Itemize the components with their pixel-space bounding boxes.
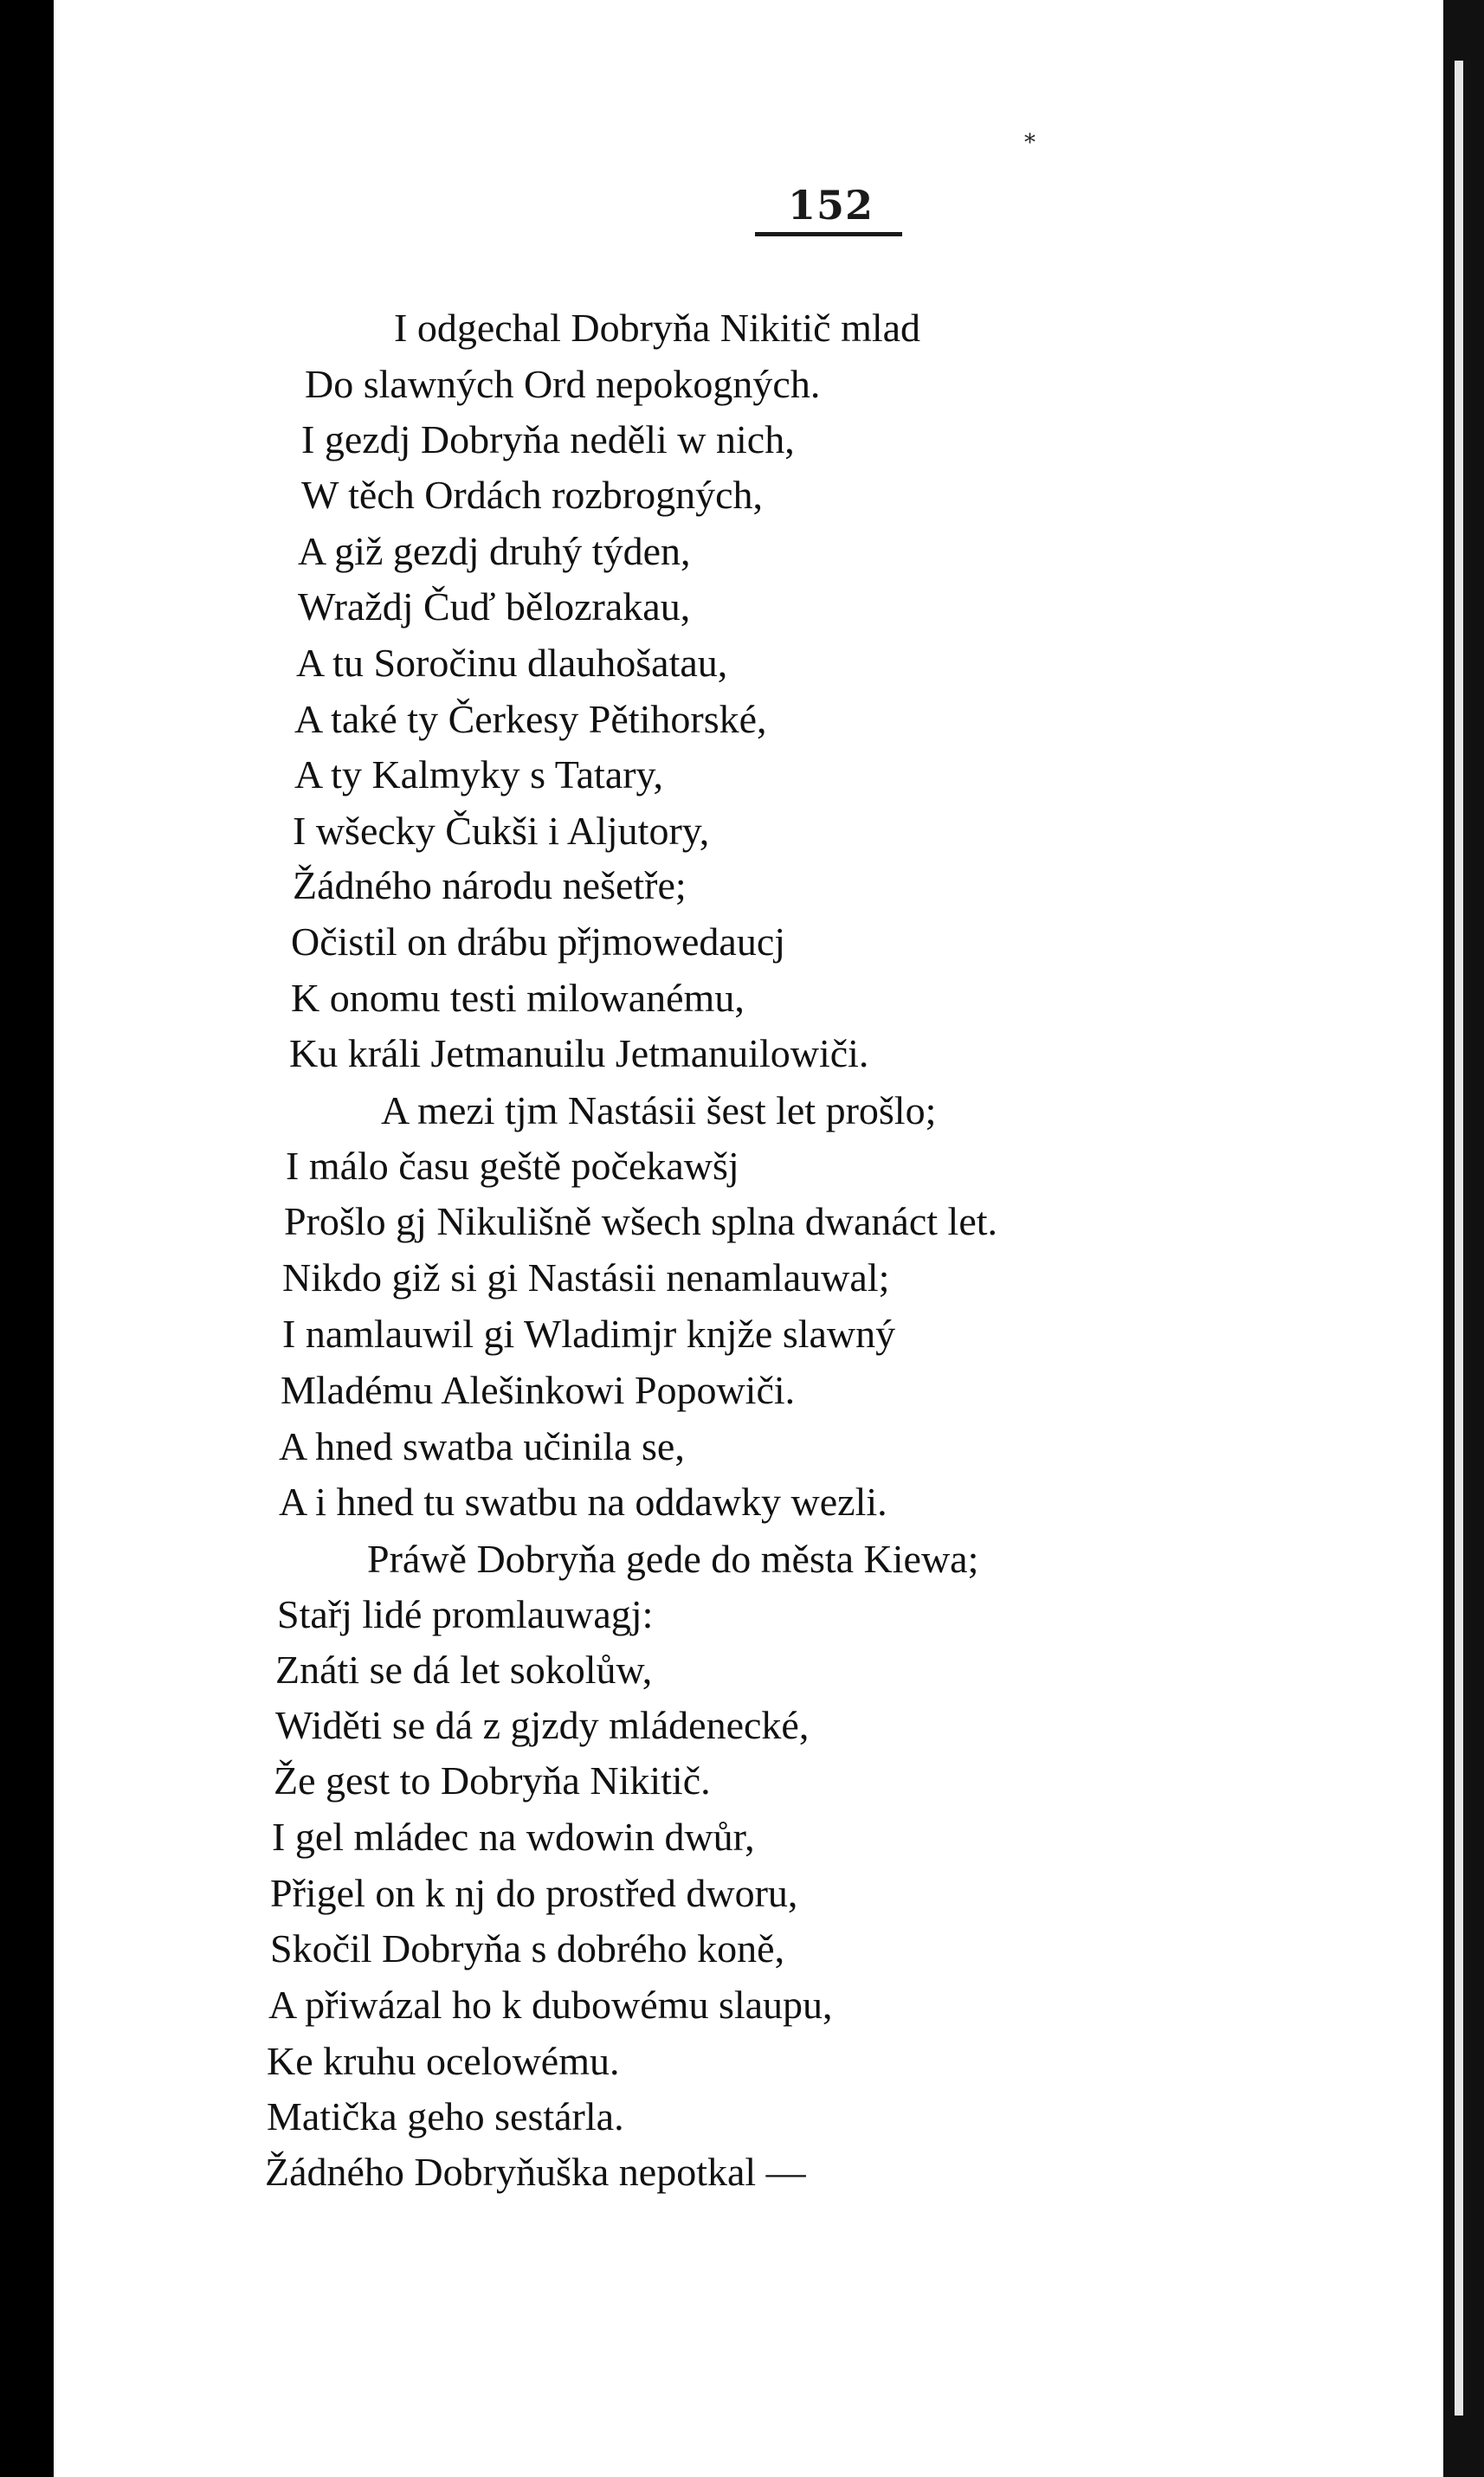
poem-line: I málo času geště počekawšj <box>286 1144 739 1188</box>
poem-line: A i hned tu swatbu na oddawky wezli. <box>279 1480 887 1524</box>
poem-line: Do slawných Ord nepokogných. <box>305 362 821 406</box>
poem-line: I wšecky Čukši i Aljutory, <box>293 809 710 853</box>
poem-line: I namlauwil gi Wladimjr knjže slawný <box>282 1312 896 1356</box>
poem-line: Že gest to Dobryňa Nikitič. <box>274 1758 711 1803</box>
poem-line: Ke kruhu ocelowému. <box>267 2039 620 2083</box>
poem-line: Žádného národu nešetře; <box>293 863 687 907</box>
poem-line: A také ty Čerkesy Pětihorské, <box>294 697 767 741</box>
poem-line: A hned swatba učinila se, <box>279 1424 685 1468</box>
poem-line: Práwě Dobryňa gede do města Kiewa; <box>367 1537 979 1581</box>
poem-line: Skočil Dobryňa s dobrého koně, <box>270 1926 785 1971</box>
poem-line: Prošlo gj Nikulišně wšech splna dwanáct let. <box>284 1199 998 1243</box>
poem-line: Mladému Alešinkowi Popowiči. <box>281 1368 796 1412</box>
poem-line: K onomu testi milowanému, <box>291 976 745 1020</box>
page-mark: * <box>1024 130 1036 156</box>
poem-line: I odgechal Dobryňa Nikitič mlad <box>394 306 921 350</box>
poem-line: Očistil on drábu přjmowedaucj <box>291 919 786 964</box>
scan-edge <box>1443 0 1484 2477</box>
poem-line: Widěti se dá z gjzdy mládenecké, <box>275 1703 810 1747</box>
poem-line: Nikdo giž si gi Nastásii nenamlauwal; <box>282 1255 890 1300</box>
poem-line: Wraždj Čuď bělozrakau, <box>298 584 691 629</box>
poem-line: A přiwázal ho k dubowému slaupu, <box>268 1983 833 2027</box>
page-number-rule <box>755 232 902 236</box>
poem-line: A ty Kalmyky s Tatary, <box>294 752 664 797</box>
poem-line: Žádného Dobryňuška nepotkal — <box>265 2150 806 2194</box>
poem-line: I gel mládec na wdowin dwůr, <box>272 1815 755 1859</box>
poem-line: Matička geho sestárla. <box>267 2094 624 2138</box>
poem-line: A tu Soročinu dlauhošatau, <box>296 641 728 685</box>
poem-line: Znáti se dá let sokolůw, <box>275 1648 653 1692</box>
page-number: 152 <box>788 182 874 229</box>
poem-line: Přigel on k nj do prostřed dworu, <box>270 1871 798 1915</box>
poem-line: A giž gezdj druhý týden, <box>298 529 691 573</box>
scan-edge-highlight <box>1455 61 1463 2416</box>
poem-line: I gezdj Dobryňa neděli w nich, <box>301 417 795 461</box>
poem-line: W těch Ordách rozbrogných, <box>301 473 764 517</box>
poem-line: Ku králi Jetmanuilu Jetmanuilowiči. <box>289 1031 869 1075</box>
poem-line: Stařj lidé promlauwagj: <box>277 1592 654 1636</box>
poem-line: A mezi tjm Nastásii šest let prošlo; <box>381 1088 937 1132</box>
